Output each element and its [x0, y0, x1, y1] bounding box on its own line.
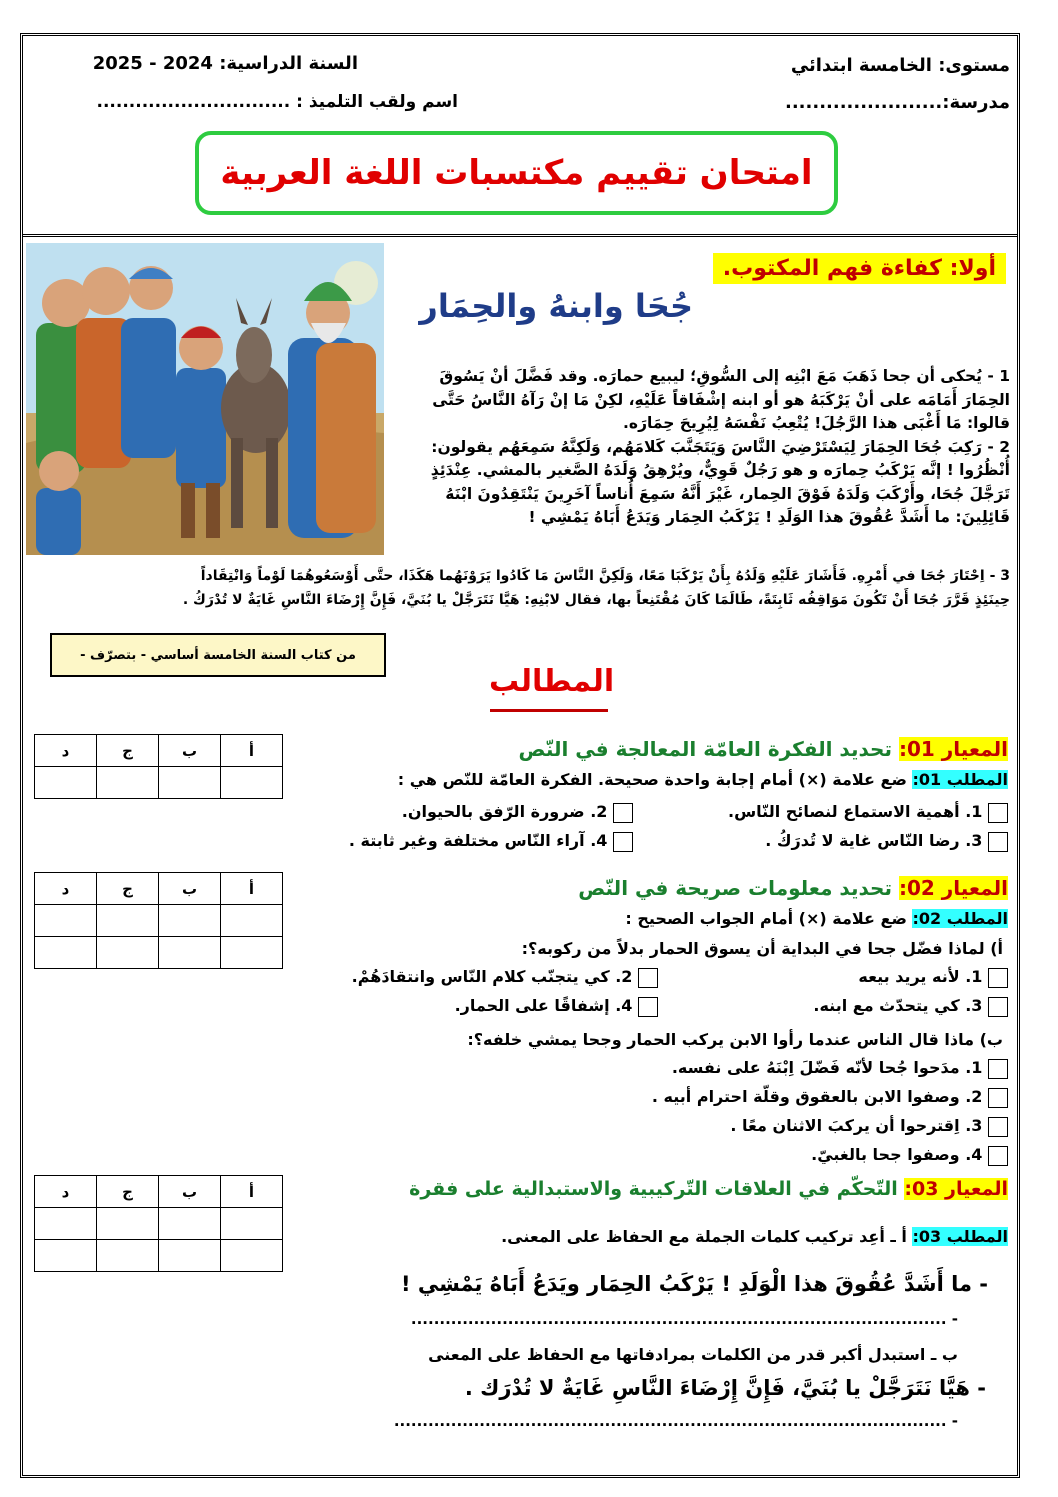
criterion-3: [409, 1178, 1008, 1200]
grid-cell[interactable]: [35, 905, 97, 937]
header-divider: [22, 234, 1018, 237]
option-row: [349, 831, 633, 852]
story-line: 2 - رَكِبَ جُحَا الحِمَارَ لِيَسْتَرْضِيَ النَّاسَ وَيَتَجَنَّبَ كَلامَهُم، وَلَكِنَّهُ سَمِعَهُم يقولون:: [431, 437, 1010, 456]
exam-title: امتحان تقييم مكتسبات اللغة العربية: [220, 153, 813, 193]
criterion-label: المعيار 02:: [898, 876, 1008, 900]
requirement-2: [625, 909, 1008, 928]
school-year: السنة الدراسية: 2024 - 2025: [92, 53, 358, 74]
grid-cell[interactable]: [97, 937, 159, 969]
grid-cell[interactable]: [221, 1208, 283, 1240]
requirement-label: المطلب 02:: [912, 909, 1008, 928]
option-row: [858, 967, 1008, 988]
criterion-label: المعيار 03:: [904, 1178, 1008, 1200]
checkbox[interactable]: [638, 997, 658, 1017]
illustration-image: [26, 243, 384, 555]
option-row: [730, 1116, 1008, 1137]
answer-line-a[interactable]: - ..............................................................................................: [410, 1310, 958, 1328]
grid-cell[interactable]: [221, 1240, 283, 1272]
grid-cell[interactable]: [159, 767, 221, 799]
grid-header: ج: [97, 873, 159, 905]
requirement-label: المطلب 01:: [912, 770, 1008, 789]
grid-header: د: [35, 735, 97, 767]
grid-header: أ: [221, 735, 283, 767]
option-text: 1. مدَحوا جُحا لأنّه فَضّلَ اِبْنَهُ على نفسه.: [671, 1058, 983, 1077]
paragraph-3: [40, 565, 1010, 612]
grid-cell[interactable]: [35, 1208, 97, 1240]
story-line: الحِمَارَ أَمَامَه على أنْ يَرْكَبَهُ هو أو ابنه إشْفَاقاً عَلَيْهِ، لكِنْ مَا إنْ رَآهُ النَّاسُ حَتَّى: [432, 390, 1010, 409]
story-line: تَرَجَّلَ جُحَا، وأَرْكَبَ وَلَدَهُ فَوْقَ الحِمار، غَيْرَ أَنَّهُ سَمِعَ أُناساً آخَرِينَ يَنْتَقِدُونَ ابْنَهُ: [445, 484, 1010, 503]
paragraph-1: [410, 365, 1010, 530]
grid-cell[interactable]: [159, 937, 221, 969]
criterion-text: تحديد الفكرة العامّة المعالجة في النّص: [518, 737, 892, 761]
story-line: أُنْظُرُوا ! إنَّه يَرْكَبُ حِمارَه و هو رَجُلٌ قَوِيٌّ، ويُرْهِقُ وَلَدَهُ الصَّغير بالمشي. عِنْدَئِذٍ: [430, 461, 1010, 479]
requirement-3: [501, 1227, 1008, 1246]
story-line: حِينَئِذٍ قَرَّرَ جُحَا أَنْ تَكُونَ مَوَاقِفُه ثَابِتَةً، طَالَمَا كَانَ مُقْتَنِعاً بها، فقال لابْنِهِ: هَيَّا نَتَرَجَّلْ يا بُنَيَّ، فَإِنَّ إِرْضَاءَ النَّاسِ غَايَةٌ لا تُدْرَكُ .: [182, 591, 1010, 608]
story-title: جُحَا وابنهُ والحِمَار: [419, 287, 693, 325]
criterion-label: المعيار 01:: [898, 737, 1008, 761]
requirements-underline: [490, 709, 608, 712]
grid-cell[interactable]: [221, 905, 283, 937]
grid-cell[interactable]: [159, 1208, 221, 1240]
option-row: [402, 802, 633, 823]
checkbox[interactable]: [988, 803, 1008, 823]
requirement-1: [398, 770, 1008, 789]
criterion-2: [578, 876, 1008, 900]
story-line: قالوا: مَا أَغْبَى هذا الرَّجُلَ! يُتْعِبُ نَفْسَهُ لِيُرِيحَ حِمَارَه.: [623, 414, 1010, 432]
answer-line-b[interactable]: - .................................................................................................: [393, 1412, 958, 1430]
requirement-label: المطلب 03:: [912, 1227, 1008, 1246]
checkbox[interactable]: [613, 803, 633, 823]
requirement-text: ضع علامة (×) أمام إجابة واحدة صحيحة. الفكرة العامّة للنّص هي :: [397, 770, 907, 789]
criterion-1: [519, 737, 1008, 761]
story-line: قَائِلِينَ: ما أَشَدَّ عُقُوقَ هذا الوَلَدِ ! يَرْكَبُ الحِمَار وَيَدَعُ أَبَاهُ يَمْشِي !: [528, 508, 1010, 526]
option-text: 3. رضا النّاس غاية لا تُدرَكُ .: [765, 831, 983, 850]
option-text: 4. إشفاقًا على الحمار.: [454, 996, 633, 1015]
sentence-b: - هَيَّا نَتَرَجَّلْ يا بُنَيَّ، فَإِنَّ إِرْضَاءَ النَّاسِ غَايَةٌ لا تُدْرَك .: [464, 1376, 986, 1400]
score-grid-3: [34, 1175, 283, 1272]
grid-header: د: [35, 1176, 97, 1208]
criterion-text: التّحكّم في العلاقات التّركيبية والاستبدالية على فقرة: [409, 1178, 898, 1200]
option-text: 3. اِقترحوا أن يركبَ الاثنان معًا .: [730, 1116, 983, 1135]
grid-cell[interactable]: [159, 1240, 221, 1272]
grid-header: أ: [221, 873, 283, 905]
requirement-text: أ ـ أعِد تركيب كلمات الجملة مع الحفاظ على المعنى.: [501, 1227, 907, 1246]
checkbox[interactable]: [988, 1059, 1008, 1079]
option-row: [811, 1145, 1008, 1166]
option-row: [728, 802, 1008, 823]
checkbox[interactable]: [988, 997, 1008, 1017]
grid-cell[interactable]: [159, 905, 221, 937]
grid-cell[interactable]: [221, 767, 283, 799]
checkbox[interactable]: [988, 968, 1008, 988]
option-row: [455, 996, 658, 1017]
story-line: 3 - اِحْتَارَ جُحَا في أَمْرِهِ. فَأَشَارَ عَلَيْهِ وَلَدُهُ بِأَنْ يَرْكَبَا مَعًا، وَلَكِنَّ النَّاسَ مَا كَادُوا يَرَوْنَهُما هَكَذَا، حتَّى أَوْسَعُوهُمَا لَوْماً وَانْتِقَاداً: [200, 568, 1010, 584]
story-line: 1 - يُحكى أن جحا ذَهَبَ مَعَ ابْنِه إلى السُّوقِ؛ ليبيع حمارَه. وقد فَضَّلَ أنْ يَسُوقَ: [439, 367, 1010, 385]
option-text: 4. آراء النّاس مختلفة وغير ثابتة .: [348, 831, 608, 850]
grid-header: ب: [159, 735, 221, 767]
grid-cell[interactable]: [97, 1240, 159, 1272]
grid-header: ج: [97, 1176, 159, 1208]
requirement-text: ضع علامة (×) أمام الجواب الصحيح :: [625, 909, 907, 928]
grid-cell[interactable]: [97, 767, 159, 799]
exam-title-box: [195, 131, 838, 215]
source-note: من كتاب السنة الخامسة أساسي - بتصرّف -: [50, 633, 386, 677]
criterion-text: تحديد معلومات صريحة في النّص: [578, 876, 892, 900]
option-text: 4. وصفوا جحا بالغبيّ.: [811, 1145, 983, 1164]
school-field[interactable]: مدرسة:.......................: [785, 92, 1010, 113]
score-grid-1: [34, 734, 283, 799]
grid-cell[interactable]: [35, 1240, 97, 1272]
grid-cell[interactable]: [35, 767, 97, 799]
option-row: [765, 831, 1008, 852]
grid-cell[interactable]: [97, 1208, 159, 1240]
option-row: [652, 1087, 1008, 1108]
checkbox[interactable]: [988, 1146, 1008, 1166]
checkbox[interactable]: [988, 1117, 1008, 1137]
grid-header: ب: [159, 873, 221, 905]
checkbox[interactable]: [988, 1088, 1008, 1108]
grid-cell[interactable]: [35, 937, 97, 969]
option-row: [352, 967, 658, 988]
grid-header: ج: [97, 735, 159, 767]
student-name-field[interactable]: اسم ولقب التلميذ : ..............................: [96, 92, 458, 112]
grid-header: أ: [221, 1176, 283, 1208]
option-text: 1. أهمية الاستماع لنصائح النّاس.: [728, 802, 983, 821]
option-row: [672, 1058, 1008, 1079]
requirements-title: المطالب: [489, 664, 615, 699]
checkbox[interactable]: [638, 968, 658, 988]
checkbox[interactable]: [988, 832, 1008, 852]
question-b: ب) ماذا قال الناس عندما رأوا الابن يركب الحمار وجحا يمشي خلفه؟:: [467, 1030, 1003, 1049]
option-text: 2. ضرورة الرّفق بالحيوان.: [401, 802, 608, 821]
grid-cell[interactable]: [97, 905, 159, 937]
option-text: 2. كي يتجنّب كلام النّاس وانتقادَهُمْ.: [351, 967, 633, 986]
part-b-instruction: ب ـ استبدل أكبر قدر من الكلمات بمرادفاتها مع الحفاظ على المعنى: [428, 1345, 958, 1364]
option-row: [813, 996, 1008, 1017]
option-text: 1. لأنه يريد بيعه: [858, 967, 983, 986]
checkbox[interactable]: [613, 832, 633, 852]
story-illustration: [26, 243, 384, 555]
level-text: مستوى: الخامسة ابتدائي: [790, 55, 1010, 76]
option-text: 2. وصفوا الابن بالعقوق وقلّة احترام أبيه .: [651, 1087, 983, 1106]
grid-cell[interactable]: [221, 937, 283, 969]
section-heading: أولا: كفاءة فهم المكتوب.: [713, 253, 1006, 284]
question-a: أ) لماذا فضّل جحا في البداية أن يسوق الحمار بدلاً من ركوبه؟:: [521, 939, 1003, 958]
option-text: 3. كي يتحدّث مع ابنه.: [813, 996, 983, 1015]
sentence-a: - ما أَشَدَّ عُقُوقَ هذا الْوَلَدِ ! يَرْكَبُ الحِمَار ويَدَعُ أَبَاهُ يَمْشِي !: [400, 1272, 988, 1296]
grid-header: ب: [159, 1176, 221, 1208]
grid-header: د: [35, 873, 97, 905]
score-grid-2: [34, 872, 283, 969]
